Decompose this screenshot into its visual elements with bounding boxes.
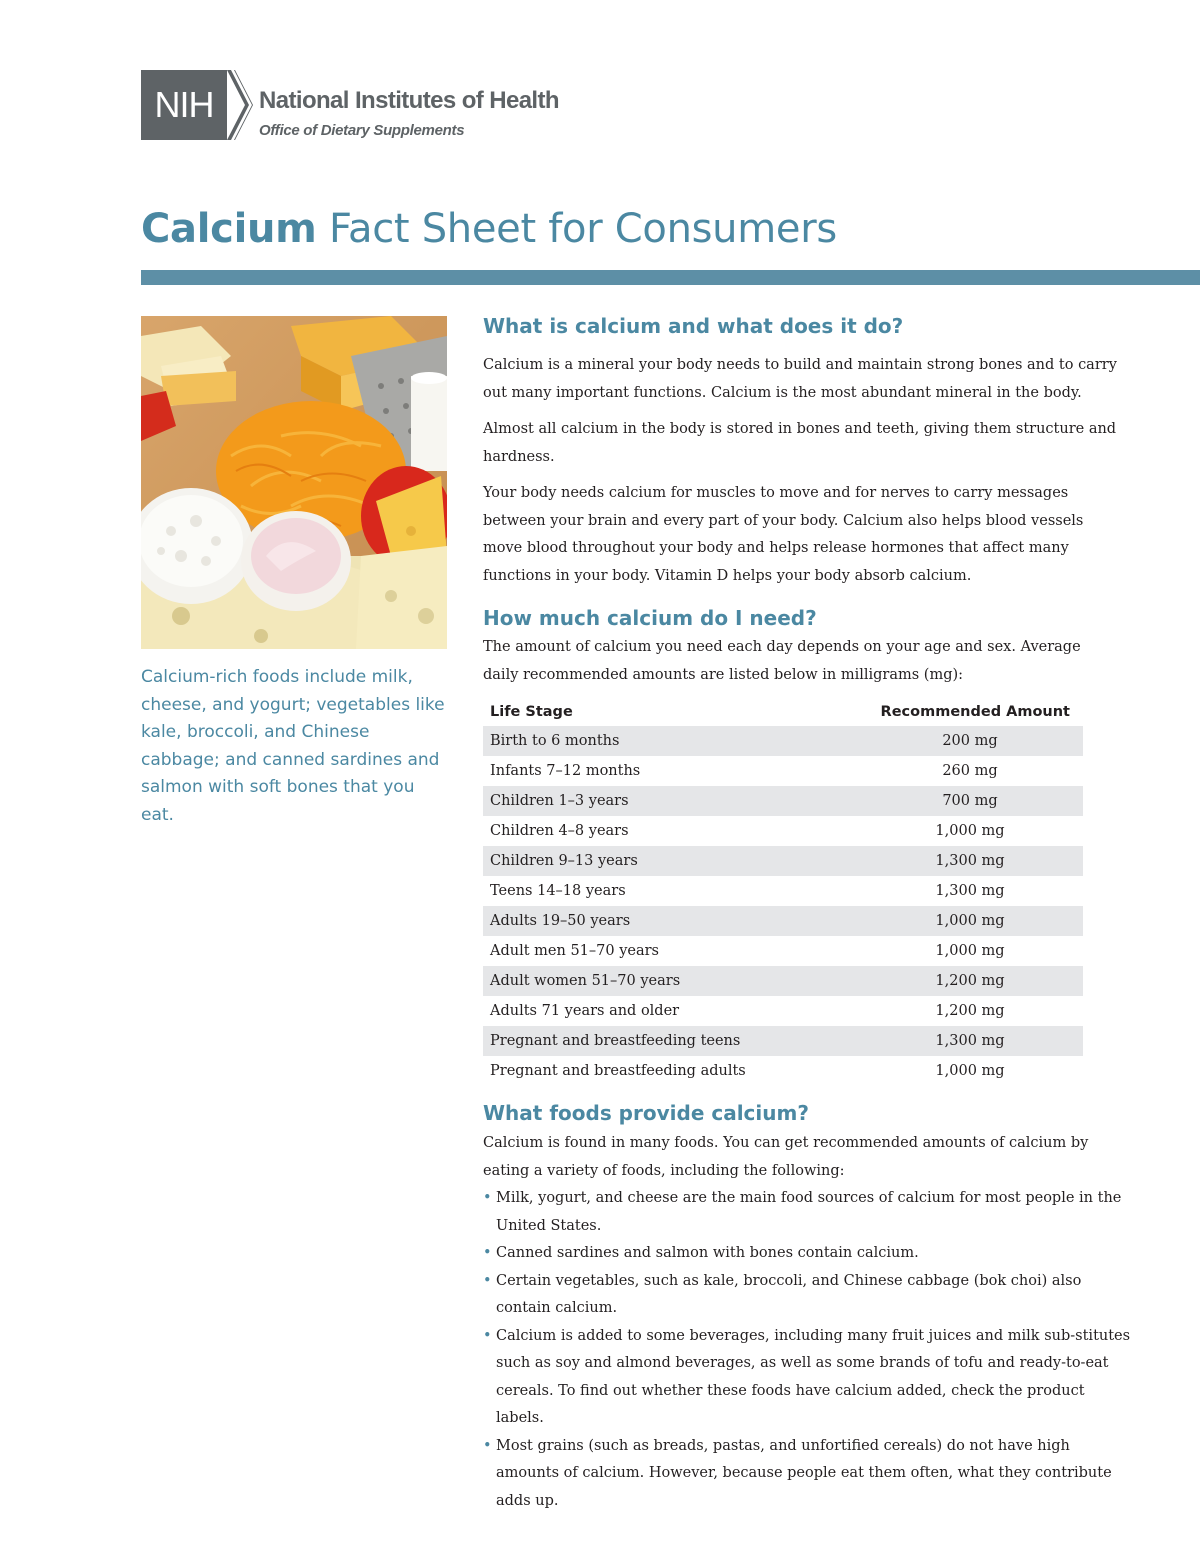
cell-life-stage: Adults 71 years and older: [490, 1003, 680, 1019]
paragraph: [483, 416, 1133, 471]
table-header: [483, 698, 1083, 726]
paragraph-text: The amount of calcium you need each day depends on your age and sex. Average daily recommended amounts are listed below in milligrams (mg):: [483, 639, 1081, 683]
logo-agency-name: National Institutes of Health: [259, 87, 559, 114]
cell-amount: 1,300 mg: [935, 883, 1005, 899]
cell-amount: 1,000 mg: [935, 1063, 1005, 1079]
list-item-text: Certain vegetables, such as kale, broccoli, and Chinese cabbage (bok choi) also contain calcium.: [496, 1272, 1082, 1316]
list-item-text: Calcium is added to some beverages, including many fruit juices and milk sub-stitutes such as soy and almond beverages, as well as some brands of tofu and ready-to-eat cereals. To find out whether these foods have calcium added, check the product labels.: [496, 1327, 1131, 1426]
paragraph: [483, 352, 1133, 407]
cell-life-stage: Pregnant and breastfeeding adults: [490, 1063, 746, 1079]
table-row: [483, 906, 1083, 936]
cell-amount: 260 mg: [942, 763, 998, 779]
cell-life-stage: Birth to 6 months: [490, 733, 620, 749]
photo-caption: Calcium-rich foods include milk, cheese, and yogurt; vegetables like kale, broccoli, and Chinese cabbage; and canned sardines and salmon with soft bones that you eat.: [141, 667, 445, 825]
list-item: [483, 1268, 1133, 1323]
logo-office-name: Office of Dietary Supplements: [259, 122, 465, 139]
table-row: [483, 726, 1083, 756]
cell-amount: 1,000 mg: [935, 823, 1005, 839]
paragraph: [483, 1130, 1133, 1185]
column-header-life-stage: Life Stage: [490, 704, 573, 720]
table-row: [483, 846, 1083, 876]
calcium-foods-illustration: [141, 316, 447, 649]
recommended-amounts-table: [483, 698, 1083, 1086]
section-heading: What foods provide calcium?: [483, 1101, 809, 1125]
section-heading: What is calcium and what does it do?: [483, 314, 904, 338]
cell-amount: 1,200 mg: [935, 1003, 1005, 1019]
cell-life-stage: Adult women 51–70 years: [490, 973, 681, 989]
table-row: [483, 936, 1083, 966]
list-item: [483, 1433, 1133, 1516]
page-title: [141, 206, 837, 252]
cell-life-stage: Pregnant and breastfeeding teens: [490, 1033, 741, 1049]
cell-amount: 200 mg: [942, 733, 998, 749]
cell-life-stage: Children 9–13 years: [490, 853, 638, 869]
cell-amount: 700 mg: [942, 793, 998, 809]
paragraph-text: Calcium is found in many foods. You can get recommended amounts of calcium by eating a variety of foods, including the following:: [483, 1135, 1089, 1179]
section-what-is-calcium: [483, 314, 1133, 338]
chevron-right-icon: [227, 70, 253, 140]
paragraph: [483, 634, 1133, 689]
paragraph: [483, 480, 1133, 590]
table-row: [483, 816, 1083, 846]
nih-logo: [141, 70, 611, 140]
paragraph-text: Your body needs calcium for muscles to move and for nerves to carry messages between your brain and every part of your body. Calcium also helps blood vessels move blood throughout your body and helps release hormones that affect many functions in your body. Vitamin D helps your body absorb calcium.: [483, 485, 1084, 584]
page-title-rest: Fact Sheet for Consumers: [316, 206, 837, 252]
cell-life-stage: Teens 14–18 years: [490, 883, 626, 899]
page-title-bold: Calcium: [141, 206, 317, 252]
calcium-foods-photo: [141, 316, 447, 649]
list-item-text: Canned sardines and salmon with bones contain calcium.: [496, 1245, 919, 1261]
bullet-icon: •: [483, 1245, 492, 1261]
section-how-much: [483, 606, 1133, 630]
list-item: [483, 1323, 1133, 1433]
section-foods: [483, 1101, 1133, 1125]
cell-life-stage: Children 1–3 years: [490, 793, 629, 809]
column-header-amount: Recommended Amount: [880, 704, 1070, 720]
nih-logo-box: NIH: [141, 70, 227, 140]
list-item-text: Milk, yogurt, and cheese are the main food sources of calcium for most people in the United States.: [496, 1190, 1122, 1234]
paragraph-text: Calcium is a mineral your body needs to build and maintain strong bones and to carry out many important functions. Calcium is the most abundant mineral in the body.: [483, 357, 1117, 401]
list-item: [483, 1185, 1133, 1240]
title-divider: [141, 270, 1200, 285]
cell-life-stage: Adults 19–50 years: [490, 913, 631, 929]
food-sources-list: [483, 1185, 1133, 1515]
bullet-icon: •: [483, 1272, 492, 1289]
table-row: [483, 996, 1083, 1026]
table-row: [483, 756, 1083, 786]
cell-amount: 1,300 mg: [935, 853, 1005, 869]
cell-life-stage: Adult men 51–70 years: [490, 943, 659, 959]
table-row: [483, 786, 1083, 816]
list-item: [483, 1240, 1133, 1268]
table-row: [483, 1056, 1083, 1086]
cell-amount: 1,200 mg: [935, 973, 1005, 989]
section-heading: How much calcium do I need?: [483, 606, 817, 630]
table-row: [483, 876, 1083, 906]
bullet-icon: •: [483, 1190, 492, 1206]
cell-amount: 1,300 mg: [935, 1033, 1005, 1049]
cell-life-stage: Infants 7–12 months: [490, 763, 641, 779]
bullet-icon: •: [483, 1327, 492, 1344]
paragraph-text: Almost all calcium in the body is stored in bones and teeth, giving them structure and hardness.: [483, 421, 1117, 465]
list-item-text: Most grains (such as breads, pastas, and unfortified cereals) do not have high amounts of calcium. However, because people eat them often, what they contribute adds up.: [496, 1437, 1112, 1509]
cell-amount: 1,000 mg: [935, 913, 1005, 929]
table-row: [483, 966, 1083, 996]
bullet-icon: •: [483, 1437, 492, 1454]
cell-life-stage: Children 4–8 years: [490, 823, 629, 839]
cell-amount: 1,000 mg: [935, 943, 1005, 959]
table-row: [483, 1026, 1083, 1056]
